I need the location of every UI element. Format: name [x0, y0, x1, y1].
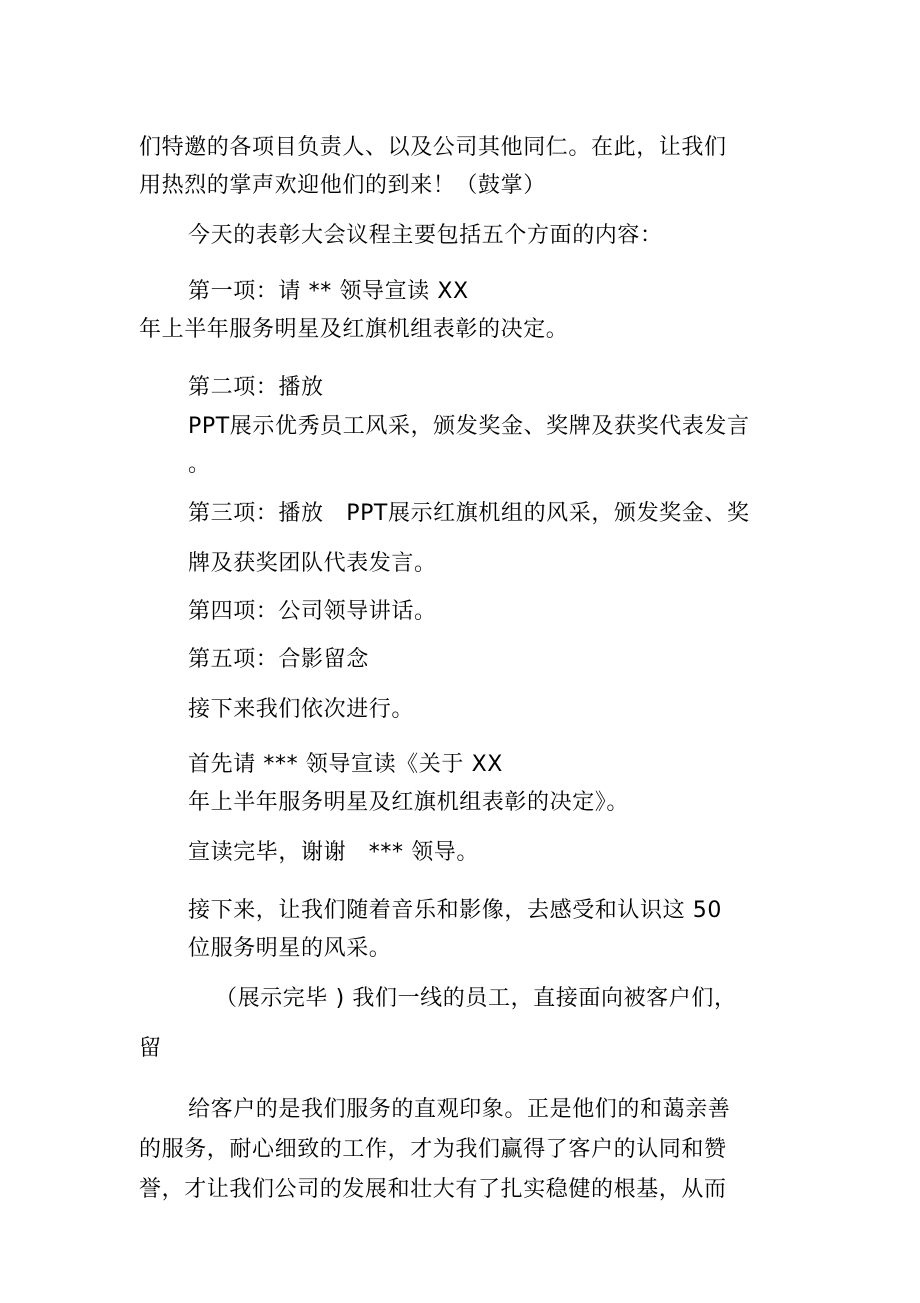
paragraph-line: 的服务，耐心细致的工作，才为我们赢得了客户的认同和赞: [139, 1137, 727, 1162]
paragraph-line: 第三项：播放 PPT展示红旗机组的风采，颁发奖金、奖: [188, 501, 750, 526]
paragraph-line: PPT展示优秀员工风采，颁发奖金、奖牌及获奖代表发言: [188, 414, 750, 439]
paragraph-line: 年上半年服务明星及红旗机组表彰的决定。: [139, 317, 569, 342]
paragraph-line: 接下来，让我们随着音乐和影像，去感受和认识这 50: [188, 898, 722, 923]
paragraph-line: 第一项：请 ** 领导宣读 XX: [188, 279, 469, 304]
paragraph-line: 第五项：合影留念: [188, 647, 369, 672]
paragraph-line: 牌及获奖团队代表发言。: [188, 551, 437, 576]
paragraph-line: 第四项：公司领导讲话。: [188, 599, 437, 624]
paragraph-line: 给客户的是我们服务的直观印象。正是他们的和蔼亲善: [188, 1097, 731, 1122]
paragraph-line: 第二项：播放: [188, 375, 324, 400]
paragraph-line: 首先请 *** 领导宣读《关于 XX: [188, 752, 503, 777]
paragraph-line: 。: [188, 452, 211, 477]
paragraph-line: 今天的表彰大会议程主要包括五个方面的内容：: [188, 223, 663, 248]
paragraph-line: （展示完毕 ) 我们一线的员工，直接面向被客户们，: [215, 986, 737, 1011]
paragraph-line: 宣读完毕，谢谢 *** 领导。: [188, 840, 479, 865]
paragraph-line: 用热烈的掌声欢迎他们的到来！（鼓掌）: [139, 173, 546, 198]
paragraph-line: 位服务明星的风采。: [188, 936, 392, 961]
paragraph-line: 接下来我们依次进行。: [188, 697, 415, 722]
paragraph-line: 们特邀的各项目负责人、以及公司其他同仁。在此，让我们: [139, 135, 727, 160]
paragraph-line: 誉，才让我们公司的发展和壮大有了扎实稳健的根基，从而: [139, 1177, 727, 1202]
paragraph-line: 年上半年服务明星及红旗机组表彰的决定》。: [188, 790, 630, 815]
paragraph-line: 留: [139, 1036, 162, 1061]
